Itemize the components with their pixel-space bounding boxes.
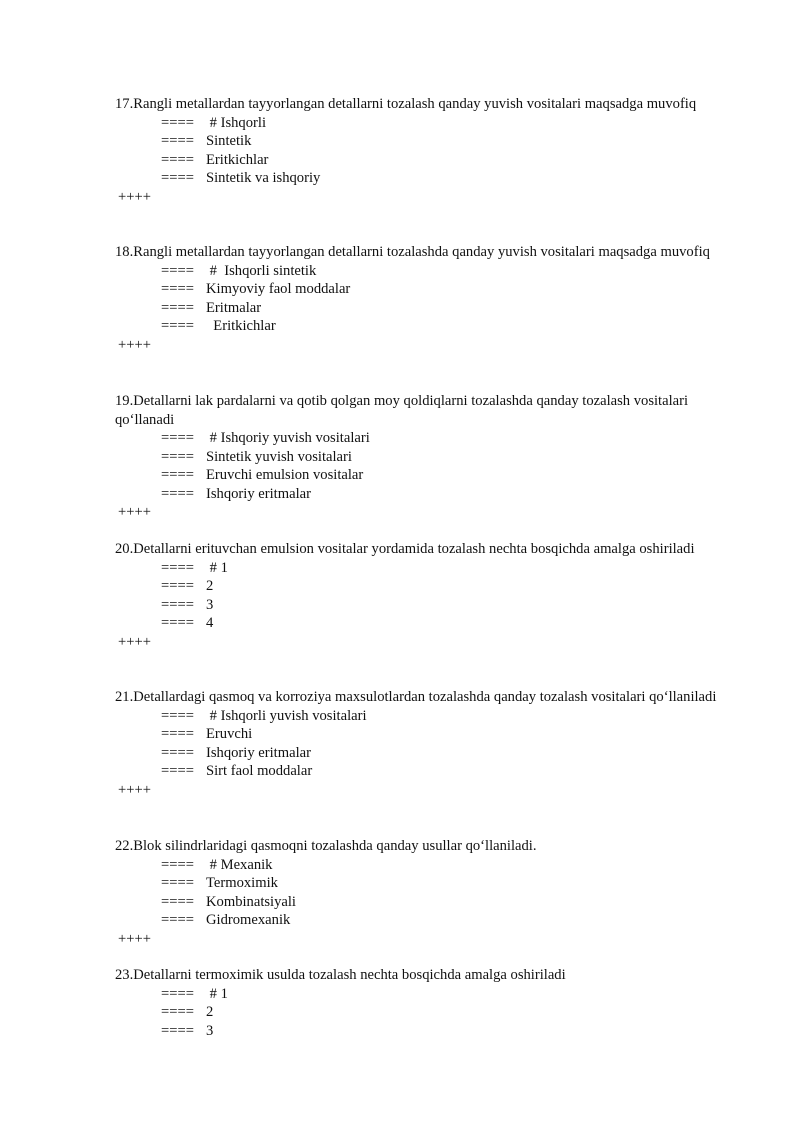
question-end-marker: ++++	[118, 336, 151, 353]
answer-option: ==== 2	[161, 578, 214, 594]
question-21	[115, 688, 735, 799]
question-text: 17.Rangli metallardan tayyorlangan detallarni tozalash qanday yuvish vositalari maqsadga muvofiq	[115, 96, 697, 112]
answer-option: ==== 2	[161, 1004, 214, 1020]
answer-option: ==== 3	[161, 1022, 214, 1039]
answer-option: ==== # 1	[161, 985, 228, 1002]
answer-option: ==== # Mexanik	[161, 856, 273, 873]
answer-option: ==== # Ishqoriy yuvish vositalari	[161, 430, 370, 446]
answer-option: ==== Eritkichlar	[161, 151, 269, 168]
question-22	[115, 837, 735, 948]
answer-option: ==== Kombinatsiyali	[161, 893, 296, 910]
question-18	[115, 243, 735, 354]
question-text: 23.Detallarni termoximik usulda tozalash nechta bosqichda amalga oshiriladi	[115, 967, 566, 983]
answer-option: ==== Sintetik yuvish vositalari	[161, 448, 352, 465]
answer-option: ==== Sintetik	[161, 133, 252, 149]
question-end-marker: ++++	[118, 633, 151, 650]
question-19	[115, 392, 735, 522]
question-text: 21.Detallardagi qasmoq va korroziya maxsulotlardan tozalashda qanday tozalash vositalari qo‘llaniladi	[115, 689, 717, 705]
answer-option: ==== Eritmalar	[161, 299, 262, 316]
answer-option: ==== Sintetik va ishqoriy	[161, 170, 321, 186]
answer-option: ==== Sirt faol moddalar	[161, 763, 313, 779]
answer-option: ==== # 1	[161, 559, 228, 576]
answer-option: ==== # Ishqorli	[161, 114, 266, 131]
question-text: 20.Detallarni erituvchan emulsion vositalar yordamida tozalash nechta bosqichda amalga oshiriladi	[115, 541, 695, 557]
answer-option: ==== Gidromexanik	[161, 912, 291, 928]
answer-option: ==== 3	[161, 596, 214, 613]
answer-option: ==== Eruvchi emulsion vositalar	[161, 467, 364, 483]
answer-option: ==== Eruvchi	[161, 726, 253, 742]
answer-option: ==== Termoximik	[161, 875, 278, 891]
question-17	[115, 95, 735, 206]
answer-option: ==== 4	[161, 615, 214, 631]
question-text: 22.Blok silindrlaridagi qasmoqni tozalashda qanday usullar qo‘llaniladi.	[115, 838, 537, 854]
question-20	[115, 540, 735, 651]
question-text: 19.Detallarni lak pardalarni va qotib qolgan moy qoldiqlarni tozalashda qanday tozalash vositalari qo‘llanadi	[115, 393, 689, 428]
question-23	[115, 966, 735, 1040]
answer-option: ==== Ishqoriy eritmalar	[161, 744, 311, 761]
answer-option: ==== # Ishqorli yuvish vositalari	[161, 707, 367, 724]
answer-option: ==== Eritkichlar	[161, 318, 276, 334]
answer-option: ==== Ishqoriy eritmalar	[161, 485, 311, 502]
question-end-marker: ++++	[118, 504, 151, 520]
answer-option: ==== # Ishqorli sintetik	[161, 262, 317, 279]
answer-option: ==== Kimyoviy faol moddalar	[161, 281, 351, 297]
question-text: 18.Rangli metallardan tayyorlangan detallarni tozalashda qanday yuvish vositalari maqsadga muvofiq	[115, 244, 710, 260]
question-end-marker: ++++	[118, 188, 151, 205]
question-end-marker: ++++	[118, 930, 151, 947]
question-end-marker: ++++	[118, 781, 151, 798]
